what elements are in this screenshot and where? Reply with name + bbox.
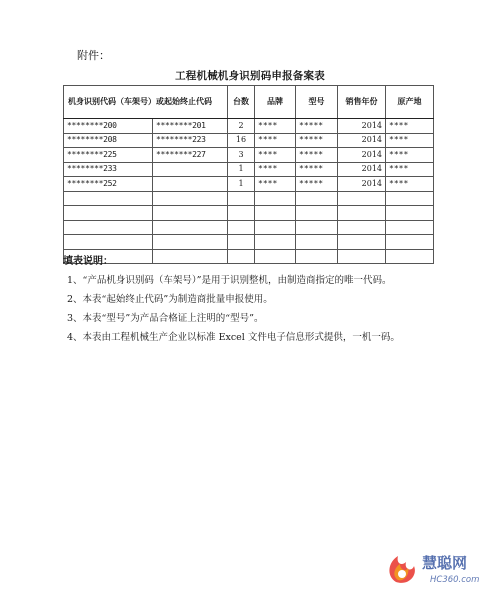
table-row xyxy=(64,191,434,206)
brand-cell: **** xyxy=(255,133,296,148)
end-code-cell xyxy=(153,191,228,206)
brand-cell: **** xyxy=(255,177,296,192)
instruction-item: 4、本表由工程机械生产企业以标准 Excel 文件电子信息形式提供，一机一码。 xyxy=(67,332,400,343)
model-cell xyxy=(296,235,338,250)
start-code-cell: ********233 xyxy=(64,162,153,177)
sales-year-cell xyxy=(338,191,386,206)
start-code-cell xyxy=(64,220,153,235)
quantity-cell xyxy=(228,235,255,250)
end-code-cell xyxy=(153,220,228,235)
end-code-cell: ********227 xyxy=(153,148,228,163)
brand-cell xyxy=(255,235,296,250)
table-row xyxy=(64,119,434,134)
start-code-cell: ********200 xyxy=(64,119,153,134)
origin-cell: **** xyxy=(386,133,434,148)
table-header-row xyxy=(64,86,434,119)
sales-year-cell xyxy=(338,220,386,235)
start-code-cell xyxy=(64,235,153,250)
start-code-cell: ********225 xyxy=(64,148,153,163)
quantity-cell xyxy=(228,220,255,235)
origin-cell: **** xyxy=(386,119,434,134)
start-code-cell xyxy=(64,191,153,206)
table-row xyxy=(64,148,434,163)
sales-year-cell: 2014 xyxy=(338,119,386,134)
brand-cell: **** xyxy=(255,162,296,177)
form-title: 工程机械机身识别码申报备案表 xyxy=(175,70,325,82)
instruction-item: 1、“产品机身识别码（车架号）”是用于识别整机，由制造商指定的唯一代码。 xyxy=(67,275,392,286)
table-row xyxy=(64,133,434,148)
model-cell: ***** xyxy=(296,162,338,177)
model-cell: ***** xyxy=(296,148,338,163)
header-brand: 品牌 xyxy=(255,86,296,119)
flame-logo-icon xyxy=(389,556,414,583)
quantity-cell: 1 xyxy=(228,177,255,192)
brand-cell: **** xyxy=(255,119,296,134)
brand-cell xyxy=(255,220,296,235)
header-origin: 原产地 xyxy=(386,86,434,119)
model-cell xyxy=(296,206,338,221)
quantity-cell: 1 xyxy=(228,162,255,177)
brand-cell xyxy=(255,206,296,221)
origin-cell: **** xyxy=(386,162,434,177)
instruction-item: 3、本表“型号”为产品合格证上注明的“型号”。 xyxy=(67,313,264,324)
origin-cell: **** xyxy=(386,148,434,163)
header-machine-code: 机身识别代码（车架号）或起始终止代码 xyxy=(64,86,228,119)
quantity-cell: 16 xyxy=(228,133,255,148)
hc360-watermark-logo xyxy=(382,542,492,592)
attachment-label: 附件： xyxy=(77,49,110,62)
model-cell xyxy=(296,191,338,206)
origin-cell xyxy=(386,191,434,206)
start-code-cell: ********208 xyxy=(64,133,153,148)
origin-cell xyxy=(386,235,434,250)
end-code-cell: ********223 xyxy=(153,133,228,148)
sales-year-cell: 2014 xyxy=(338,148,386,163)
origin-cell: **** xyxy=(386,177,434,192)
end-code-cell xyxy=(153,206,228,221)
watermark-brand: 慧聪网 xyxy=(422,554,468,572)
start-code-cell: ********252 xyxy=(64,177,153,192)
end-code-cell xyxy=(153,162,228,177)
table-row xyxy=(64,162,434,177)
model-cell: ***** xyxy=(296,133,338,148)
origin-cell xyxy=(386,206,434,221)
header-model: 型号 xyxy=(296,86,338,119)
quantity-cell xyxy=(228,191,255,206)
instruction-item: 2、本表“起始终止代码”为制造商批量申报使用。 xyxy=(67,294,273,305)
sales-year-cell xyxy=(338,235,386,250)
quantity-cell xyxy=(228,206,255,221)
watermark-site: HC360.com xyxy=(430,575,480,585)
table-row xyxy=(64,177,434,192)
model-cell: ***** xyxy=(296,177,338,192)
fill-instructions xyxy=(63,252,443,347)
table-row xyxy=(64,235,434,250)
instructions-heading: 填表说明： xyxy=(63,256,113,267)
quantity-cell: 3 xyxy=(228,148,255,163)
origin-cell xyxy=(386,220,434,235)
sales-year-cell: 2014 xyxy=(338,162,386,177)
brand-cell: **** xyxy=(255,148,296,163)
header-quantity: 台数 xyxy=(228,86,255,119)
start-code-cell xyxy=(64,206,153,221)
table-row xyxy=(64,206,434,221)
brand-cell xyxy=(255,191,296,206)
model-cell xyxy=(296,220,338,235)
quantity-cell: 2 xyxy=(228,119,255,134)
registration-table xyxy=(63,85,434,264)
end-code-cell xyxy=(153,177,228,192)
header-sales-year: 销售年份 xyxy=(338,86,386,119)
end-code-cell: ********201 xyxy=(153,119,228,134)
end-code-cell xyxy=(153,235,228,250)
table-row xyxy=(64,220,434,235)
model-cell: ***** xyxy=(296,119,338,134)
sales-year-cell: 2014 xyxy=(338,177,386,192)
sales-year-cell xyxy=(338,206,386,221)
sales-year-cell: 2014 xyxy=(338,133,386,148)
